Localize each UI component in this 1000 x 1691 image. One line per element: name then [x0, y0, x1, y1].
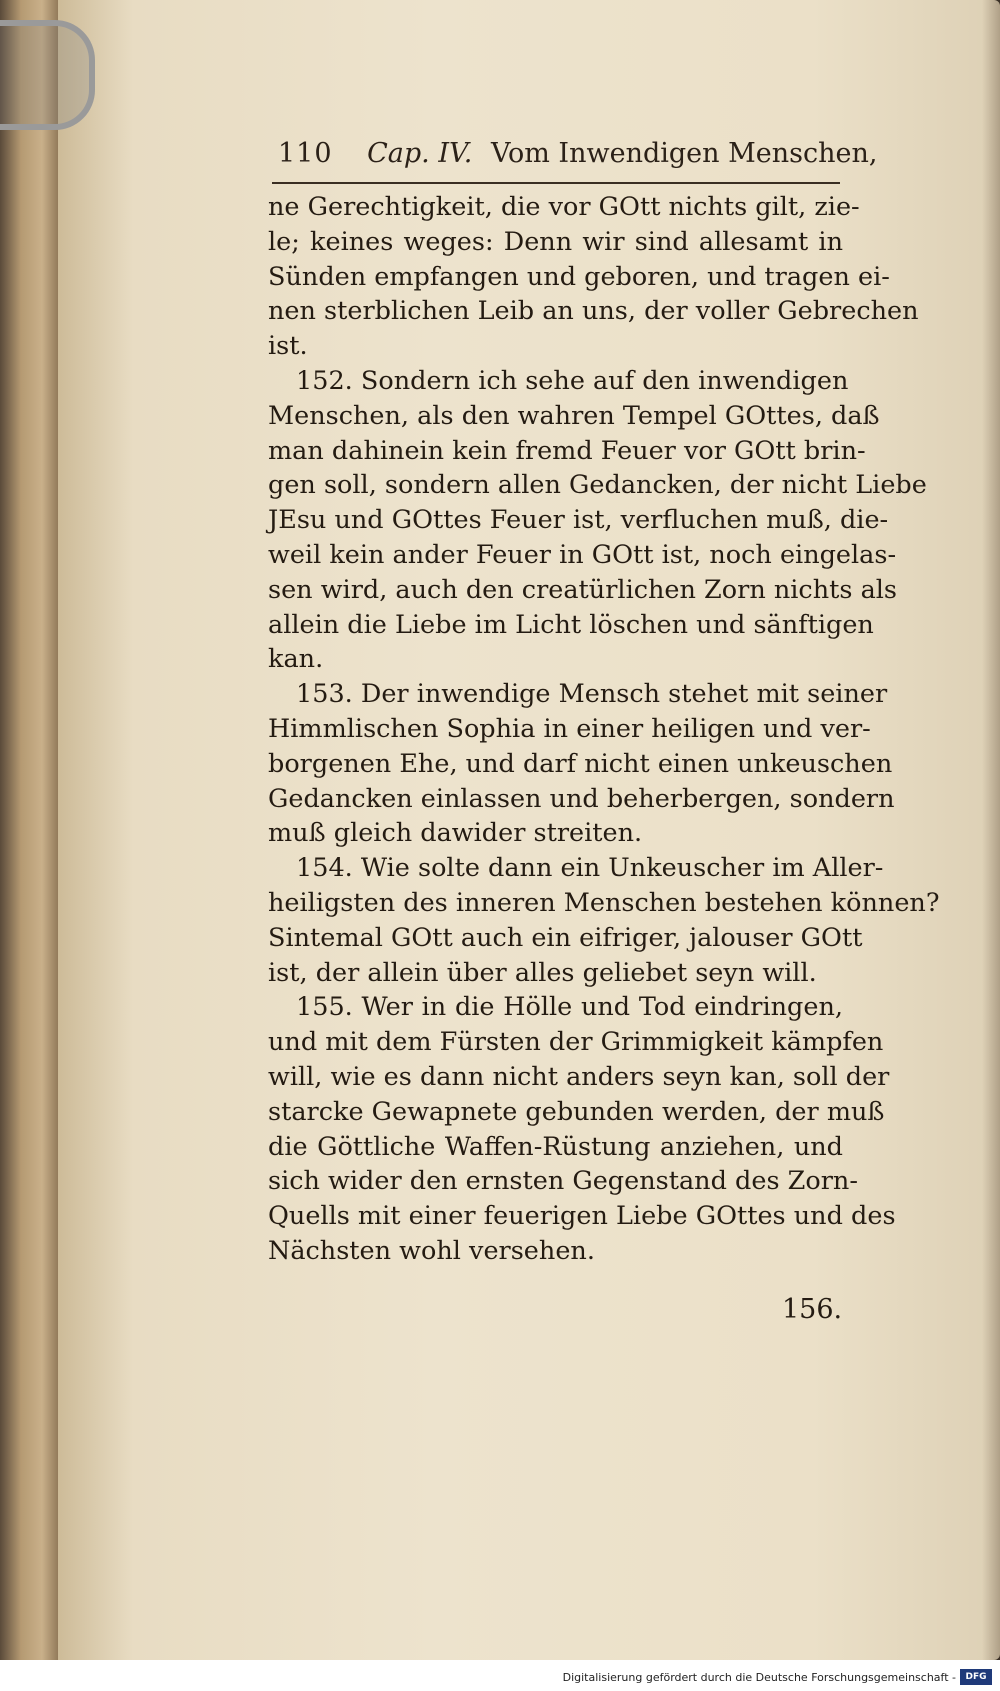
text-line: und mit dem Fürsten der Grimmigkeit kämpfen [268, 1027, 884, 1058]
paragraph-155-start: 155. Wer in die Hölle und Tod eindringen, [296, 992, 843, 1023]
text-line: Menschen, als den wahren Tempel GOttes, daß [268, 400, 880, 431]
book-page-edges [0, 0, 60, 1691]
text-line: Himmlischen Sophia in einer heiligen und ver- [268, 713, 871, 744]
text-line: le; keines weges: Denn wir sind allesamt in [268, 226, 843, 257]
text-line: ne Gerechtigkeit, die vor GOtt nichts gilt, zie- [268, 192, 860, 222]
text-line: will, wie es dann nicht anders seyn kan, soll der [268, 1061, 890, 1092]
catchword: 156. [782, 1294, 843, 1325]
text-line: man dahinein kein fremd Feuer vor GOtt brin- [268, 435, 866, 466]
text-line: ist, der allein über alles geliebet seyn will. [268, 957, 817, 988]
page-clip [0, 20, 95, 130]
text-line: kan. [268, 644, 324, 675]
text-line: die Göttliche Waffen-Rüstung anziehen, und [268, 1131, 843, 1162]
page-number: 110 [278, 138, 333, 169]
text-line: gen soll, sondern allen Gedancken, der nicht Liebe [268, 470, 927, 501]
text-line: Sünden empfangen und geboren, und tragen ei- [268, 261, 890, 292]
paragraph-152-start: 152. Sondern ich sehe auf den inwendigen [296, 365, 849, 396]
running-header [278, 138, 878, 169]
text-line: borgenen Ehe, und darf nicht einen unkeuschen [268, 748, 893, 779]
paragraph-153-start: 153. Der inwendige Mensch stehet mit seiner [296, 679, 888, 710]
chapter-label: Cap. IV. [367, 138, 473, 169]
text-line: sen wird, auch den creatürlichen Zorn nichts als [268, 574, 898, 605]
text-line: heiligsten des inneren Menschen bestehen können? [268, 887, 940, 918]
text-line: allein die Liebe im Licht löschen und sänftigen [268, 609, 874, 640]
text-line: starcke Gewapnete gebunden werden, der muß [268, 1096, 885, 1127]
dfg-logo: DFG [960, 1669, 992, 1685]
text-line: muß gleich dawider streiten. [268, 818, 643, 849]
text-line: nen sterblichen Leib an uns, der voller Gebrechen [268, 296, 919, 327]
text-line: JEsu und GOttes Feuer ist, verfluchen muß, die- [268, 505, 889, 536]
running-title: Vom Inwendigen Menschen, [490, 138, 878, 169]
body-text [268, 190, 940, 1269]
text-line: Quells mit einer feuerigen Liebe GOttes und des [268, 1201, 896, 1232]
header-rule [272, 182, 840, 184]
funding-credit: Digitalisierung gefördert durch die Deutsche Forschungsgemeinschaft - [562, 1671, 956, 1684]
paragraph-154-start: 154. Wie solte dann ein Unkeuscher im Aller- [296, 853, 884, 884]
text-line: Nächsten wohl versehen. [268, 1235, 595, 1266]
text-line: Gedancken einlassen und beherbergen, sondern [268, 783, 895, 814]
text-line: sich wider den ernsten Gegenstand des Zorn- [268, 1166, 858, 1197]
text-line: Sintemal GOtt auch ein eifriger, jalouser GOtt [268, 922, 863, 953]
text-line: ist. [268, 331, 308, 362]
text-line: weil kein ander Feuer in GOtt ist, noch eingelas- [268, 539, 897, 570]
